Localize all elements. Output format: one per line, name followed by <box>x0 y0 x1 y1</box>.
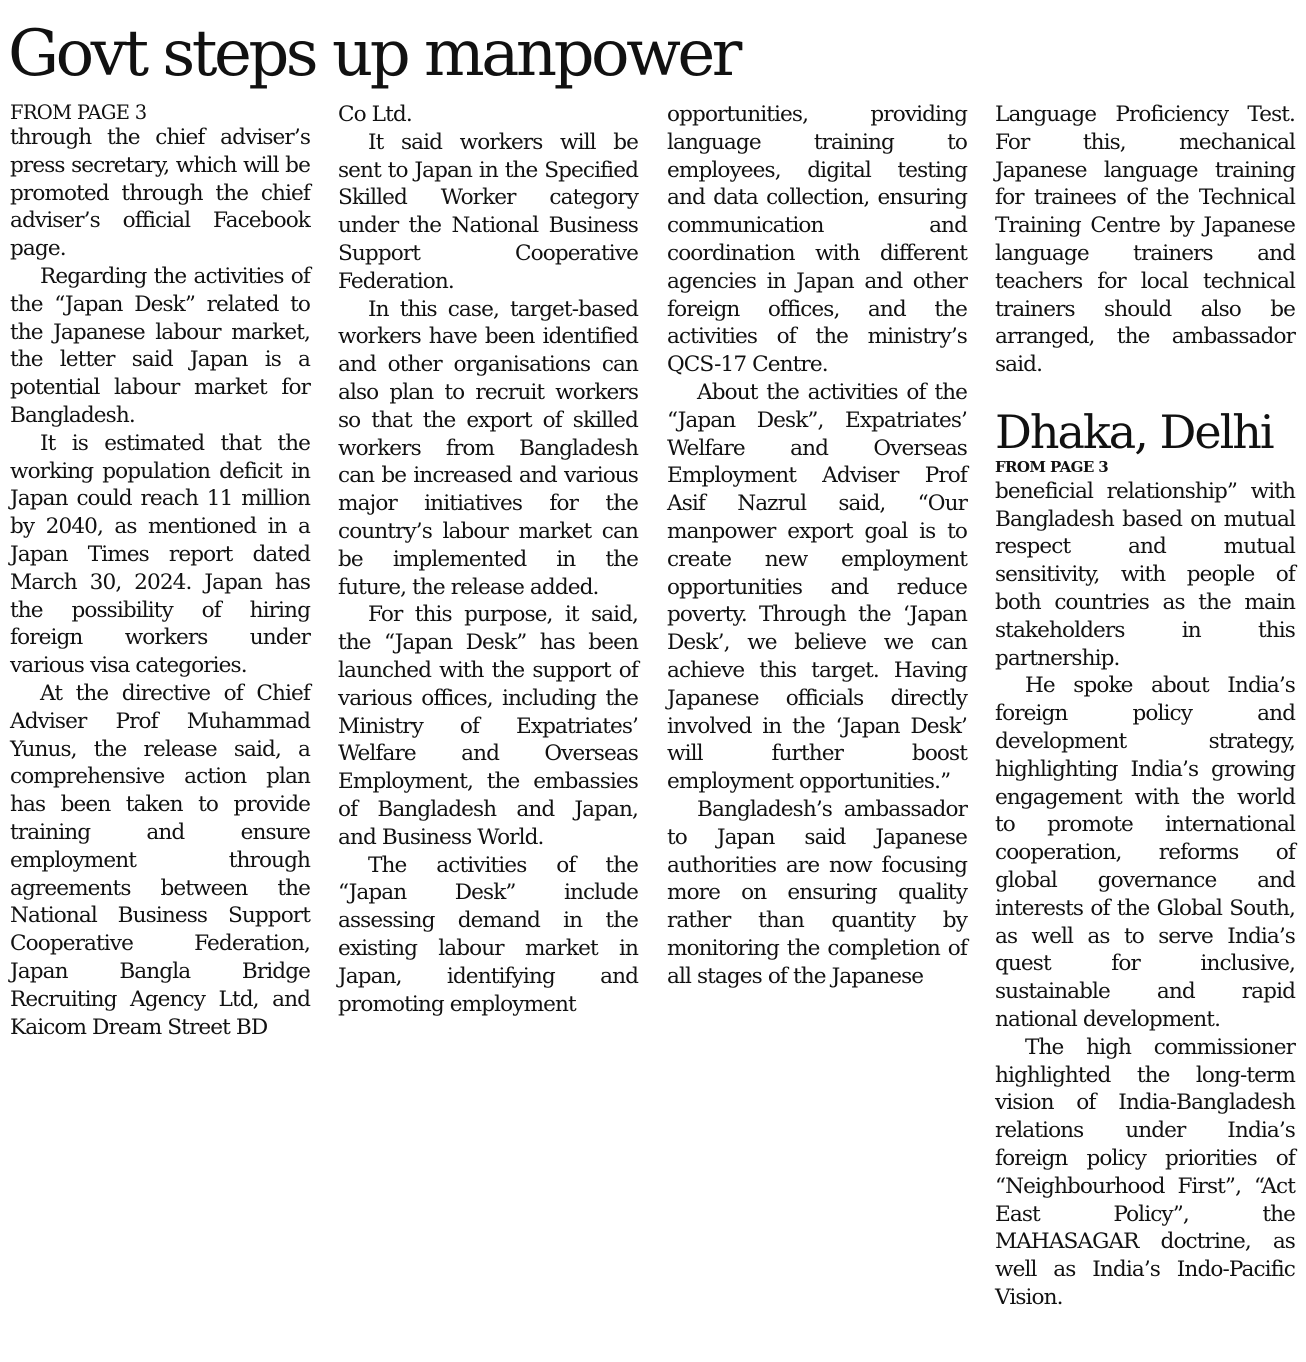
paragraph: Language Proficiency Test. For this, mechanical Japanese language training for trainees of the Technical Training Centre by Japanese language trainers and teachers for local technical trainers should also be arranged, the ambassador said. <box>995 102 1295 378</box>
paragraph: Regarding the activities of the “Japan Desk” related to the Japanese labour market, the letter said Japan is a potential labour market for Bangladesh. <box>10 263 310 428</box>
paragraph: For this purpose, it said, the “Japan Desk” has been launched with the support of various offices, including the Ministry of Expatriates’ Welfare and Overseas Employment, the embassies of Bangladesh and Japan, and Business World. <box>338 602 638 850</box>
paragraph: It said workers will be sent to Japan in the Specified Skilled Worker category under the National Business Support Cooperative Federation. <box>338 129 638 294</box>
second-story-headline: Dhaka, Delhi <box>995 404 1273 459</box>
second-story-dateline: FROM PAGE 3 <box>995 457 1109 476</box>
column-3 <box>667 101 967 991</box>
paragraph: In this case, target-based workers have been identified and other organisations can also plan to recruit workers so that the export of skilled workers from Bangladesh can be increased and various major initiatives for the country’s labour market can be implemented in the future, the release added. <box>338 296 638 600</box>
column-2 <box>338 101 638 1018</box>
paragraph: The high commissioner highlighted the long-term vision of India-Bangladesh relations under India’s foreign policy priorities of “Neighbourhood First”, “Act East Policy”, the MAHASAGAR doctrine, as well as India’s Indo-Pacific Vision. <box>995 1034 1295 1310</box>
column-4 <box>995 101 1295 1312</box>
paragraph: It is estimated that the working population deficit in Japan could reach 11 million by 2040, as mentioned in a Japan Times report dated March 30, 2024. Japan has the possibility of hiring foreign workers under various visa categories. <box>10 430 310 679</box>
headline: Govt steps up manpower <box>8 17 739 91</box>
paragraph: through the chief adviser’s press secretary, which will be promoted through the chief adviser’s official Facebook page. <box>10 125 310 262</box>
dateline: FROM PAGE 3 <box>10 101 147 124</box>
paragraph: He spoke about India’s foreign policy and development strategy, highlighting India’s growing engagement with the world to promote international cooperation, reforms of global governance and interests of the Global South, as well as to serve India’s quest for inclusive, sustainable and rapid national development. <box>995 673 1295 1033</box>
paragraph: Bangladesh’s ambassador to Japan said Japanese authorities are now focusing more on ensuring quality rather than quantity by monitoring the completion of all stages of the Japanese <box>667 796 967 989</box>
paragraph: The activities of the “Japan Desk” include assessing demand in the existing labour market in Japan, identifying and promoting employment <box>338 852 638 1017</box>
column-1 <box>10 102 310 1041</box>
paragraph: Co Ltd. <box>338 102 412 127</box>
paragraph: At the directive of Chief Adviser Prof Muhammad Yunus, the release said, a comprehensive action plan has been taken to provide training and ensure employment through agreements between the National Business Support Cooperative Federation, Japan Bangla Bridge Recruiting Agency Ltd, and Kaicom Dream Street BD <box>10 680 310 1040</box>
paragraph: beneficial relationship” with Bangladesh based on mutual respect and mutual sensitivity, with people of both countries as the main stakeholders in this partnership. <box>995 478 1295 671</box>
paragraph: About the activities of the “Japan Desk”, Expatriates’ Welfare and Overseas Employment Adviser Prof Asif Nazrul said, “Our manpower export goal is to create new employment opportunities and reduce poverty. Through the ‘Japan Desk’, we believe we can achieve this target. Having Japanese officials directly involved in the ‘Japan Desk’ will further boost employment opportunities.” <box>667 379 967 795</box>
paragraph: opportunities, providing language training to employees, digital testing and data collection, ensuring communication and coordination with different agencies in Japan and other foreign offices, and the activities of the ministry’s QCS-17 Centre. <box>667 102 967 378</box>
